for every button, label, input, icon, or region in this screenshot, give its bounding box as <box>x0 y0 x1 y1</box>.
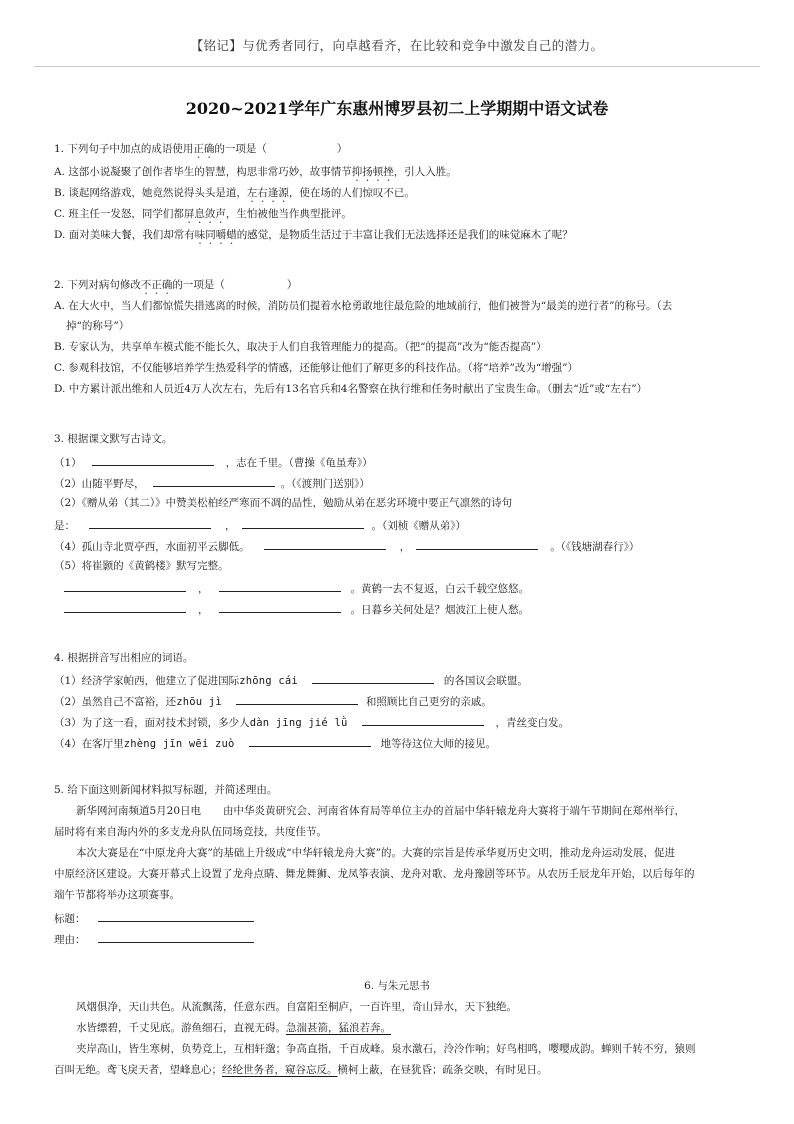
underlined-sentence: 经纶世务者，窥谷忘反。 <box>222 1064 338 1076</box>
q6-heading: 6. 与朱元思书 <box>364 980 430 992</box>
q4-blank-2[interactable] <box>236 692 358 705</box>
q2-option-a[interactable]: A. 在大火中，当人们都惊慌失措逃离的时候，消防员们提着水枪勇敢地往最危险的地域前行，他们被誉为“最美的逆行者”的称号。（去 <box>54 300 673 312</box>
q3-line-5: （4）孤山寺北贾亭西，水面初平云脚低。 ， 。（《钱塘湖春行》） <box>54 537 639 555</box>
q6-paragraph-1: 风烟俱净，天山共色。从流飘荡，任意东西。自富阳至桐庐，一百许里，奇山异水，天下独绝。 <box>76 1001 517 1013</box>
q5-paragraph-1-continued: 届时将有来自海内外的多支龙舟队伍同场竞技，共度佳节。 <box>54 826 327 838</box>
q3-blank-2[interactable] <box>153 474 275 487</box>
q3-blank-8[interactable] <box>219 579 341 592</box>
q3-line-1: （1） ，志在千里。（曹操《龟虽寿》） <box>54 453 373 471</box>
q3-line-3: （2）《赠从弟（其二）》中赞美松柏经严寒而不凋的品性，勉励从弟在恶劣环境中要正气凛然的诗句 <box>54 497 513 509</box>
q5-reason-blank[interactable] <box>98 930 254 943</box>
q1-option-a[interactable]: A. 这部小说凝聚了创作者毕生的智慧，构思非常巧妙，故事情节抑扬顿挫，引人入胜。 <box>54 166 457 178</box>
q3-blank-6[interactable] <box>416 537 538 550</box>
q4-line-2: （2）虽然自己不富裕，还zhōu jì 和照顾比自己更穷的亲戚。 <box>54 692 492 710</box>
q6-paragraph-3: 夹岸高山，皆生寒树，负势竞上，互相轩邈；争高直指，千百成峰。泉水激石，泠泠作响；好鸟相鸣，嘤嘤成韵。蝉则千转不穷，猿则 <box>76 1043 696 1055</box>
q3-blank-3[interactable] <box>89 516 211 529</box>
pinyin: zhōu jì <box>176 696 222 708</box>
q3-blank-1[interactable] <box>92 453 214 466</box>
q5-stem: 5. 给下面这则新闻材料拟写标题，并简述理由。 <box>54 784 278 796</box>
q4-line-1: （1）经济学家帕西，他建立了促进国际zhōng cái 的各国议会联盟。 <box>54 671 528 689</box>
q4-stem: 4. 根据拼音写出相应的词语。 <box>54 652 194 664</box>
q3-blank-7[interactable] <box>64 579 186 592</box>
q4-blank-1[interactable] <box>312 671 434 684</box>
q3-line-6: （5）将崔颢的《黄鹤楼》默写完整。 <box>54 560 229 572</box>
q3-blank-10[interactable] <box>219 600 341 613</box>
q3-stem: 3. 根据课文默写古诗文。 <box>54 433 173 445</box>
q5-paragraph-2-line-2: 中原经济区建设。大赛开幕式上设置了龙舟点睛、舞龙舞狮、龙凤筝表演、龙舟对歌、龙舟豫剧等环节。从农历壬辰龙年开始，以后每年的 <box>54 868 695 880</box>
header-motto: 【铭记】与优秀者同行，向卓越看齐，在比较和竞争中激发自己的潜力。 <box>190 38 604 53</box>
underlined-sentence: 急湍甚箭，猛浪若奔。 <box>286 1022 391 1034</box>
q1-option-d[interactable]: D. 面对美味大餐，我们却常有味同嚼蜡的感觉，是物质生活过于丰富让我们无法选择还是我们的味觉麻木了呢？ <box>54 229 573 241</box>
q6-paragraph-2: 水皆缥碧，千丈见底。游鱼细石，直视无碍。急湍甚箭，猛浪若奔。 <box>76 1022 391 1034</box>
q3-blank-9[interactable] <box>64 600 186 613</box>
q3-line-2: （2）山随平野尽， 。（《渡荆门送别》） <box>54 474 370 492</box>
q5-paragraph-2: 本次大赛是在“中原龙舟大赛”的基础上升级成“中华轩辕龙舟大赛”的。大赛的宗旨是传承华夏历史文明，推动龙舟运动发展，促进 <box>76 847 675 859</box>
q3-line-4: 是： ， 。（刘桢《赠从弟》） <box>54 516 466 534</box>
q1-option-b[interactable]: B. 谈起网络游戏，她竟然说得头头是道，左右逢源，使在场的人们惊叹不已。 <box>54 187 415 199</box>
q5-reason-row: 理由： <box>54 930 254 948</box>
q3-blank-5[interactable] <box>264 537 386 550</box>
q5-title-blank[interactable] <box>98 909 254 922</box>
pinyin: zhōng cái <box>239 675 298 687</box>
q2-stem: 2. 下列对病句修改不正确的一项是（ ） <box>54 279 298 291</box>
q1-stem: 1. 下列句子中加点的成语使用正确的一项是（ ） <box>54 143 348 155</box>
header-divider <box>34 66 760 67</box>
q6-paragraph-3-continued: 百叫无绝。鸢飞戾天者，望峰息心；经纶世务者，窥谷忘反。横柯上蔽，在昼犹昏；疏条交映，有时见日。 <box>54 1064 548 1076</box>
q4-blank-4[interactable] <box>249 734 371 747</box>
q2-option-c[interactable]: C. 参观科技馆，不仅能够培养学生热爱科学的情感，还能够让他们了解更多的科技作品。（将“培养”改为“增强”） <box>54 362 579 374</box>
q4-line-4: （4）在客厅里zhèng jīn wēi zuò 地等待这位大师的接见。 <box>54 734 496 752</box>
q4-blank-3[interactable] <box>362 713 484 726</box>
q1-option-c[interactable]: C. 班主任一发怒，同学们都屏息敛声，生怕被他当作典型批评。 <box>54 208 352 220</box>
exam-title: 2020~2021学年广东惠州博罗县初二上学期期中语文试卷 <box>185 99 609 118</box>
q2-option-d[interactable]: D. 中方累计派出维和人员近4万人次左右，先后有13名官兵和4名警察在执行维和任务时献出了宝贵生命。（删去“近”或“左右”） <box>54 383 648 395</box>
q3-blank-4[interactable] <box>242 516 364 529</box>
q5-paragraph-1: 新华网河南频道5月20日电 由中华炎黄研究会、河南省体育局等单位主办的首届中华轩辕龙舟大赛将于端午节期间在郑州举行， <box>76 805 686 817</box>
q5-title-row: 标题： <box>54 909 254 927</box>
q3-line-8: ， 。日暮乡关何处是？烟波江上使人愁。 <box>64 600 529 618</box>
q2-option-a-continued: 掉“的称号”） <box>66 320 130 332</box>
q5-paragraph-2-line-3: 端午节都将举办这项赛事。 <box>54 889 180 901</box>
q4-line-3: （3）为了这一看，面对技术封锁，多少人dàn jīng jié lǜ ，青丝变白发。 <box>54 713 569 731</box>
q2-option-b[interactable]: B. 专家认为，共享单车模式能不能长久，取决于人们自我管理能力的提高。（把“的提高”改为“能否提高”） <box>54 341 547 353</box>
pinyin: dàn jīng jié lǜ <box>249 717 348 729</box>
pinyin: zhèng jīn wēi zuò <box>123 738 235 750</box>
q3-line-7: ， 。黄鹤一去不复返，白云千载空悠悠。 <box>64 579 529 597</box>
